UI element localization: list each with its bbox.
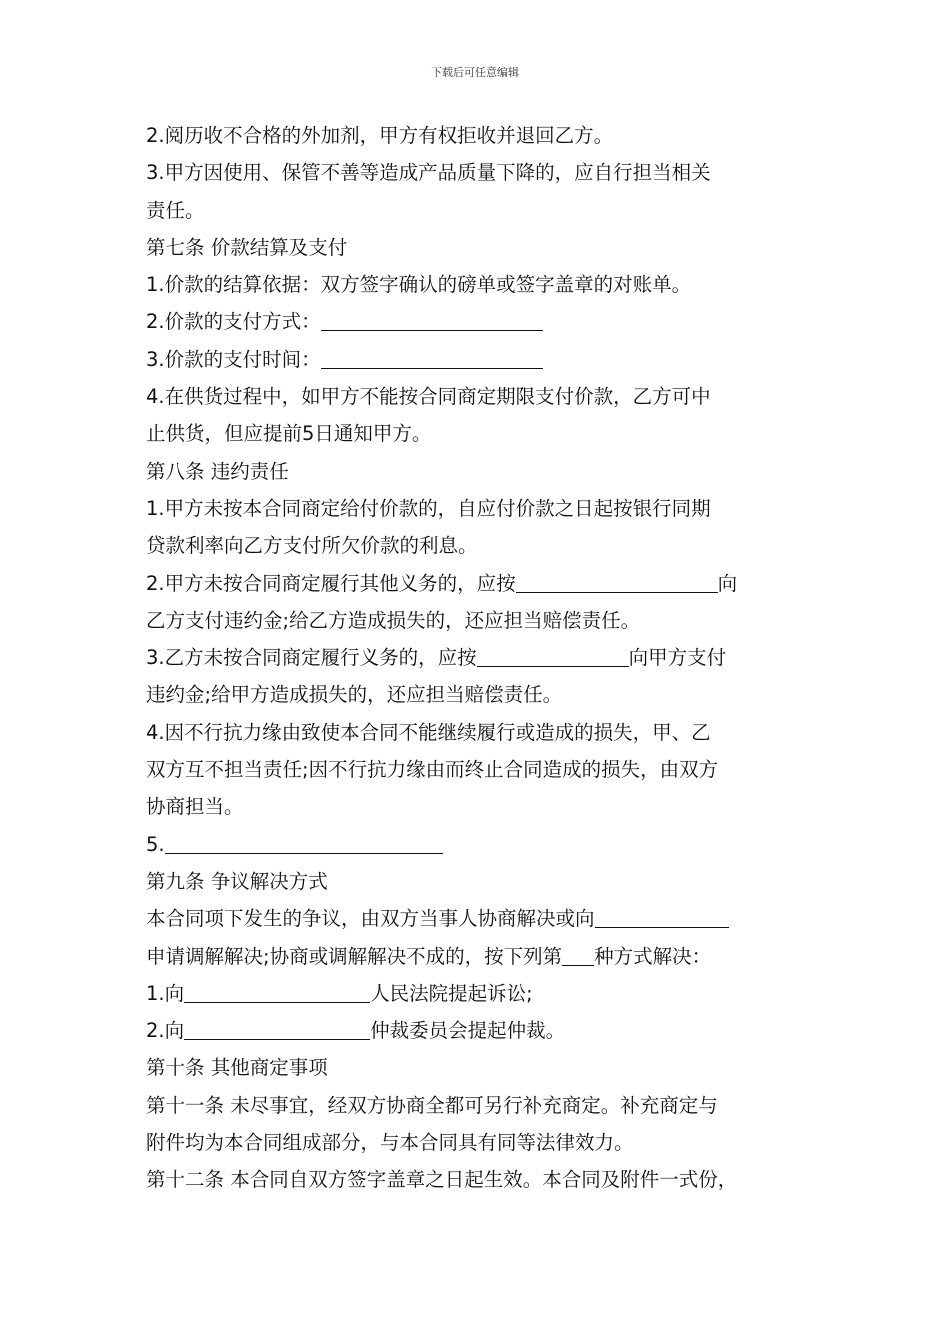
text-line: 乙方支付违约金;给乙方造成损失的，还应担当赔偿责任。 bbox=[146, 608, 641, 632]
fill-in-blank bbox=[321, 346, 543, 369]
fill-in-blank bbox=[516, 570, 718, 593]
page-header: 下载后可任意编辑 bbox=[431, 66, 519, 79]
fill-in-blank bbox=[184, 1017, 370, 1040]
text-line: 4.在供货过程中，如甲方不能按合同商定期限支付价款，乙方可中 bbox=[146, 385, 711, 409]
text-line: 2.向 仲裁委员会提起仲裁。 bbox=[146, 1019, 566, 1043]
text-line: 1.价款的结算依据：双方签字确认的磅单或签字盖章的对账单。 bbox=[146, 273, 692, 297]
text-line: 3.甲方因使用、保管不善等造成产品质量下降的，应自行担当相关 bbox=[146, 161, 711, 185]
section-heading: 第七条 价款结算及支付 bbox=[146, 235, 348, 259]
section-heading: 第十条 其他商定事项 bbox=[146, 1056, 328, 1080]
text-line: 3.价款的支付时间： bbox=[146, 341, 826, 378]
text-line: 第十一条 未尽事宜，经双方协商全都可另行补充商定。补充商定与 bbox=[146, 1093, 718, 1117]
text-line: 责任。 bbox=[146, 198, 205, 222]
text-line: 违约金;给甲方造成损失的，还应担当赔偿责任。 bbox=[146, 683, 563, 707]
text-line: 3.乙方未按合同商定履行义务的，应按 向甲方支付 bbox=[146, 646, 727, 670]
text-line: 贷款利率向乙方支付所欠价款的利息。 bbox=[146, 534, 478, 558]
text-line: 双方互不担当责任;因不行抗力缘由而终止合同造成的损失，由双方 bbox=[146, 758, 719, 782]
text-line: 协商担当。 bbox=[146, 795, 244, 819]
text-line: 本合同项下发生的争议，由双方当事人协商解决或向 bbox=[146, 900, 826, 937]
section-heading: 第八条 违约责任 bbox=[146, 459, 289, 483]
text-line: 4.因不行抗力缘由致使本合同不能继续履行或造成的损失，甲、乙 bbox=[146, 720, 711, 744]
text-line: 止供货，但应提前5日通知甲方。 bbox=[146, 422, 432, 446]
text-line: 申请调解解决;协商或调解解决不成的，按下列第 种方式解决： bbox=[146, 944, 712, 968]
fill-in-blank bbox=[321, 308, 543, 331]
text-line: 2.阅历收不合格的外加剂，甲方有权拒收并退回乙方。 bbox=[146, 124, 614, 147]
text-line: 2.价款的支付方式： bbox=[146, 303, 826, 340]
text-line: 1.甲方未按本合同商定给付价款的，自应付价款之日起按银行同期 bbox=[146, 496, 711, 520]
section-heading: 第九条 争议解决方式 bbox=[146, 869, 328, 893]
fill-in-blank bbox=[477, 644, 629, 667]
text-line: 5. bbox=[146, 826, 826, 863]
text-line: 1.向 人民法院提起诉讼; bbox=[146, 981, 533, 1005]
text-line: 附件均为本合同组成部分，与本合同具有同等法律效力。 bbox=[146, 1131, 634, 1155]
fill-in-blank bbox=[595, 905, 729, 928]
fill-in-blank bbox=[165, 831, 443, 854]
fill-in-blank bbox=[562, 943, 594, 966]
text-line: 2.甲方未按合同商定履行其他义务的，应按 向 bbox=[146, 571, 738, 595]
text-line: 第十二条 本合同自双方签字盖章之日起生效。本合同及附件一式份， bbox=[146, 1168, 738, 1192]
fill-in-blank bbox=[184, 980, 370, 1003]
contract-body bbox=[146, 117, 826, 1199]
